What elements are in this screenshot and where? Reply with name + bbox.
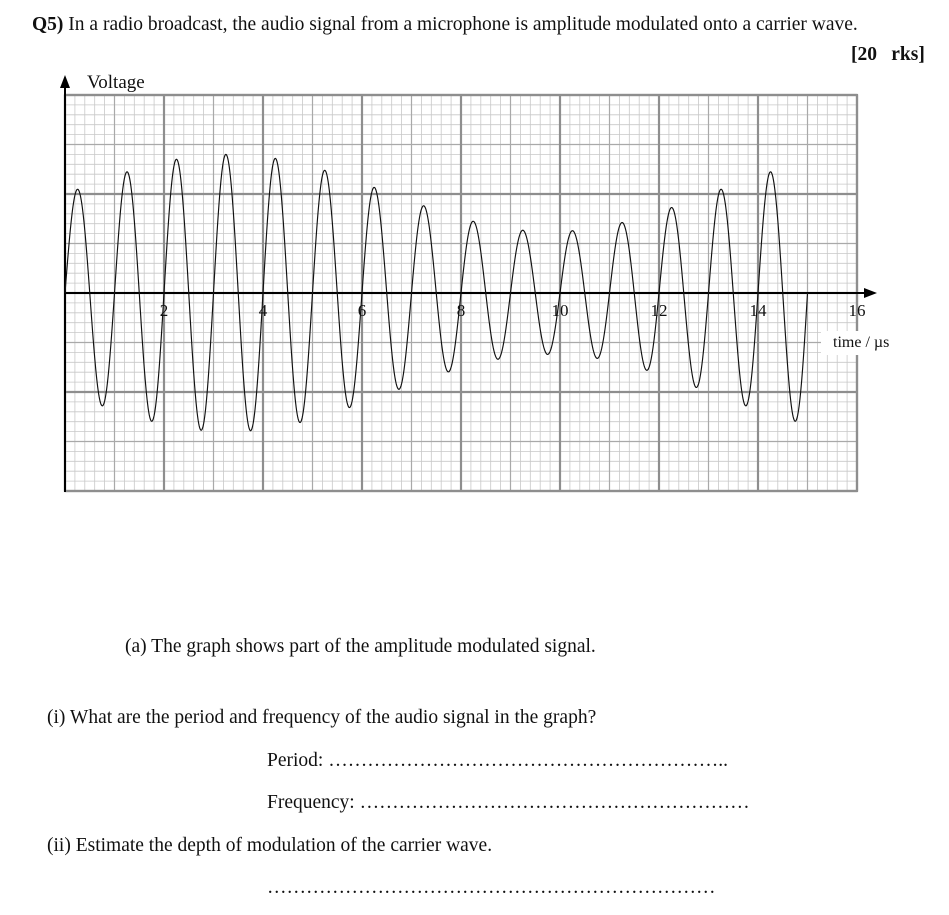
- question-number: Q5): [32, 14, 64, 35]
- y-axis-arrow: [60, 75, 70, 88]
- frequency-answer-row: [267, 792, 750, 814]
- marks-partial: 0: [867, 44, 877, 65]
- period-answer-row: [267, 750, 728, 772]
- marks-right: rks]: [891, 44, 925, 65]
- x-tick-labels: [160, 301, 866, 320]
- x-tick-label: 2: [159, 301, 169, 320]
- x-axis-label: time / µs: [821, 331, 901, 355]
- x-tick-label: 4: [258, 301, 268, 320]
- depth-answer-line[interactable]: ……………………………………………………………: [267, 877, 716, 898]
- marks-left: [2: [851, 44, 868, 65]
- x-tick-label: 8: [456, 301, 466, 320]
- part-ii-question: (ii) Estimate the depth of modulation of the carrier wave.: [47, 835, 493, 856]
- frequency-label: Frequency:: [267, 792, 360, 813]
- y-axis-label: Voltage: [87, 72, 145, 93]
- part-i-question: (i) What are the period and frequency of the audio signal in the graph?: [47, 707, 597, 728]
- period-answer-line[interactable]: ……………………………………………………..: [328, 750, 728, 771]
- x-tick-label: 12: [650, 301, 668, 320]
- x-tick-label: 16: [848, 301, 866, 320]
- part-a-text: (a) The graph shows part of the amplitude modulated signal.: [125, 636, 596, 657]
- x-tick-label: 6: [357, 301, 367, 320]
- x-tick-label: 10: [551, 301, 569, 320]
- x-tick-label: 14: [749, 301, 767, 320]
- period-label: Period:: [267, 750, 329, 771]
- question-text: In a radio broadcast, the audio signal from a microphone is amplitude modulated onto a carrier wave.: [63, 14, 858, 35]
- x-axis-arrow: [864, 288, 877, 298]
- frequency-answer-line[interactable]: ……………………………………………………: [359, 792, 750, 813]
